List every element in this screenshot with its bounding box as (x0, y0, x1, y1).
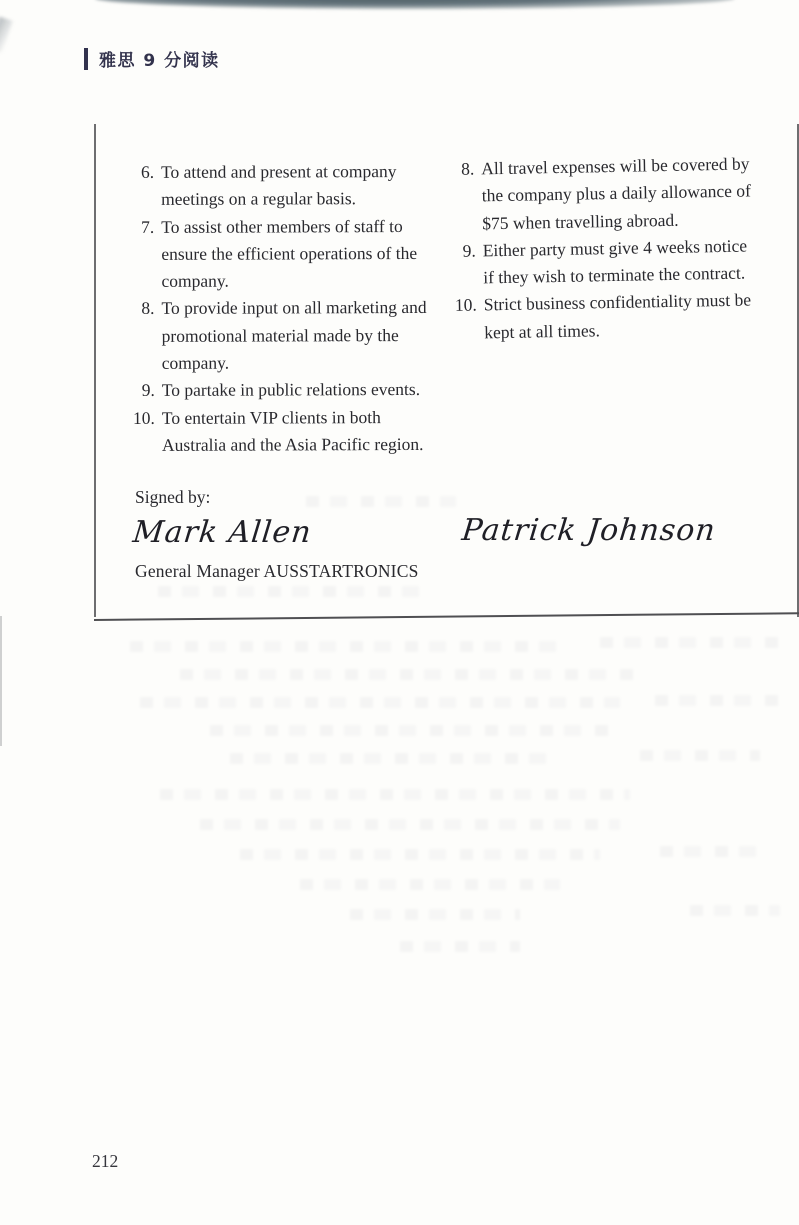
bleed-through-artifact (306, 496, 456, 507)
contract-conditions-list-right (448, 150, 754, 347)
item-line: kept at all times. (484, 320, 601, 343)
scan-shadow-top (95, 0, 735, 9)
item-line: To attend and present at company (161, 161, 397, 182)
page-edge-artifact (0, 616, 2, 746)
list-item (451, 287, 754, 347)
item-number: 8. (460, 158, 475, 179)
list-item (450, 232, 753, 292)
bleed-through-artifact (240, 849, 600, 860)
list-item (123, 294, 426, 377)
item-number: 9. (462, 240, 476, 261)
bleed-through-artifact (200, 819, 620, 830)
book-title: 雅思 9 分阅读 (99, 51, 220, 71)
item-number: 9. (141, 380, 155, 401)
item-line: ensure the efficient operations of the (161, 242, 418, 264)
bleed-through-artifact (210, 725, 610, 736)
item-line: To provide input on all marketing and (161, 297, 427, 319)
item-number: 7. (141, 216, 155, 237)
item-line: Strict business confidentiality must be (483, 289, 752, 315)
bleed-through-artifact (300, 879, 560, 890)
bleed-through-artifact (400, 941, 520, 952)
item-number: 6. (140, 161, 155, 182)
item-line: if they wish to terminate the contract. (483, 262, 746, 288)
bleed-through-artifact (180, 669, 640, 680)
item-line: the company plus a daily allowance of (481, 180, 752, 206)
item-line: Either party must give 4 weeks notice (482, 235, 748, 261)
item-line: All travel expenses will be covered by (481, 153, 750, 179)
item-line: $75 when travelling abroad. (482, 209, 679, 233)
bleed-through-artifact (230, 753, 560, 764)
bleed-through-artifact (140, 697, 620, 708)
bleed-through-artifact (690, 905, 780, 916)
bleed-through-artifact (660, 846, 760, 857)
header-accent-bar (84, 48, 88, 70)
item-line: company. (161, 270, 229, 292)
list-item (124, 376, 427, 404)
item-line: To entertain VIP clients in both (161, 406, 381, 428)
scan-shadow-corner (0, 17, 13, 54)
bleed-through-artifact (655, 695, 785, 706)
bleed-through-artifact (130, 641, 560, 652)
list-item (123, 213, 426, 296)
bleed-through-artifact (600, 637, 780, 648)
signer-title: General Manager AUSSTARTRONICS (135, 561, 419, 581)
bleed-through-artifact (350, 909, 520, 920)
running-header (84, 46, 220, 71)
list-item (448, 150, 752, 237)
bleed-through-artifact (640, 750, 760, 761)
bleed-through-artifact (158, 586, 428, 597)
list-item (124, 404, 427, 460)
signature-mark-allen: Mark Allen (131, 515, 314, 550)
item-line: To assist other members of staff to (161, 215, 403, 237)
bleed-through-artifact (160, 789, 630, 800)
list-item (123, 158, 426, 214)
item-line: company. (161, 352, 230, 373)
item-line: Australia and the Asia Pacific region. (161, 433, 424, 455)
item-line: To partake in public relations events. (161, 379, 421, 401)
item-line: promotional material made by the (161, 324, 399, 346)
page-number: 212 (92, 1151, 119, 1171)
signature-patrick-johnson: Patrick Johnson (460, 513, 718, 548)
item-number: 8. (141, 298, 155, 319)
contract-duties-list-left (123, 158, 427, 459)
item-number: 10. (454, 294, 477, 316)
item-line: meetings on a regular basis. (161, 188, 357, 210)
item-number: 10. (132, 407, 155, 428)
contract-box (94, 124, 799, 617)
signed-by-label: Signed by: (135, 487, 211, 507)
